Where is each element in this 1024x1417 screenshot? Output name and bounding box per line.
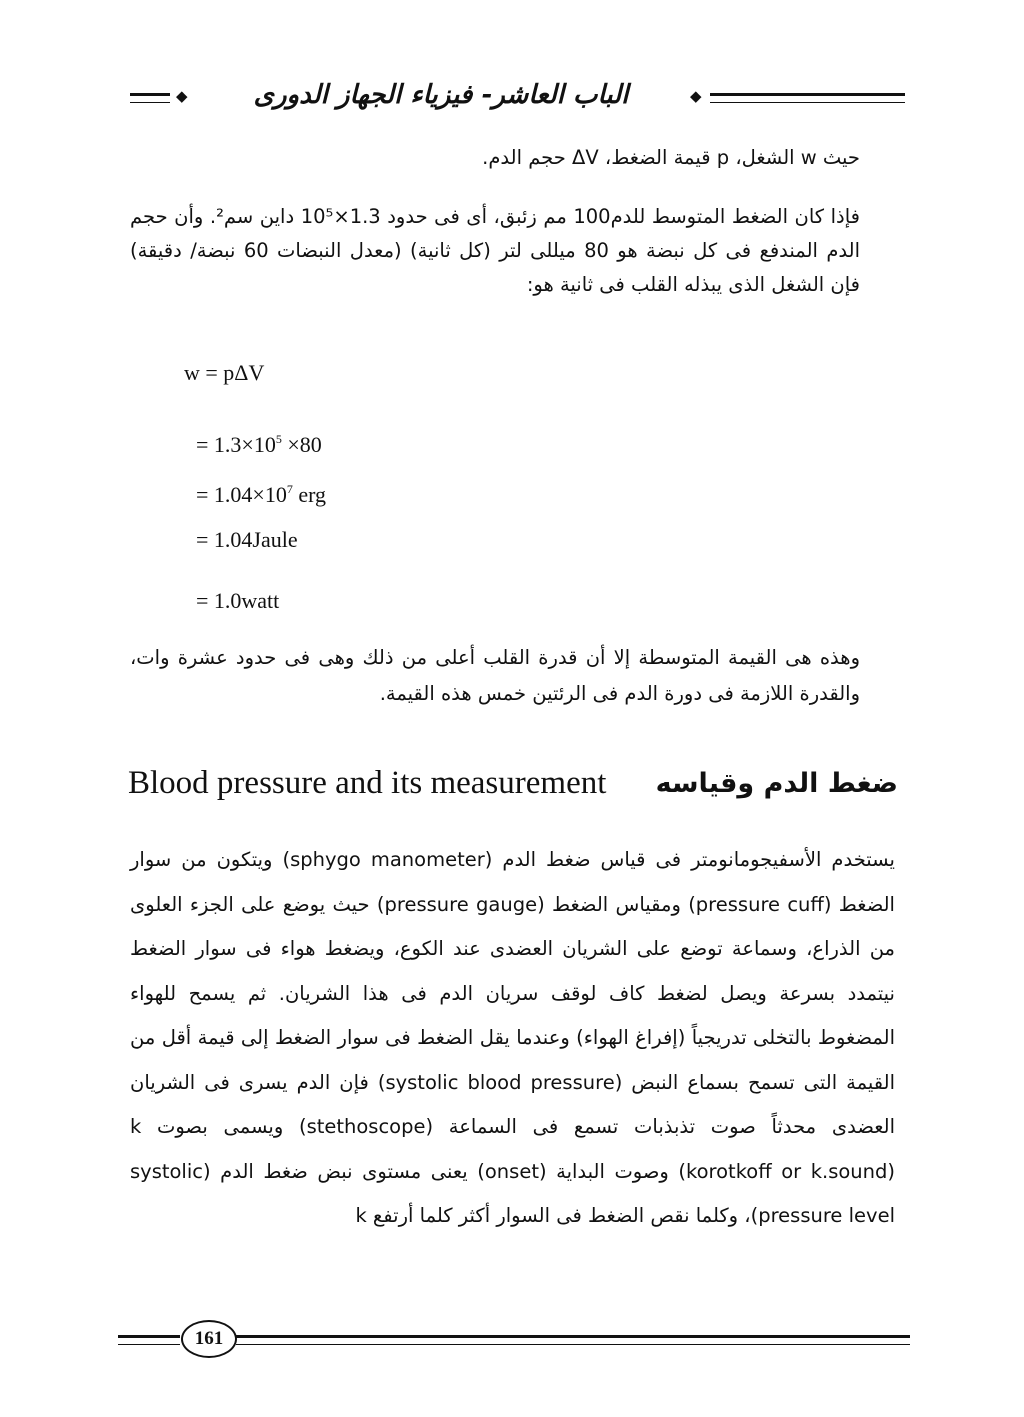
section-heading-english: Blood pressure and its measurement [128,765,607,801]
equation-work: w = pΔV [184,360,265,385]
section-heading [128,762,898,806]
equation-step-4: = 1.0watt [196,588,280,613]
page-number: 161 [181,1320,237,1358]
paragraph-definitions: حيث w الشغل، p قيمة الضغط، ΔV حجم الدم. [482,146,860,169]
diamond-ornament-icon: ◆ [690,87,702,105]
page-footer [118,1320,910,1360]
footer-rule-right [236,1335,910,1345]
header-rule-right [710,93,905,103]
equation-step-3: = 1.04Jaule [196,527,298,552]
paragraph-sphygmomanometer: يستخدم الأسفيجومانومتر فى قياس ضغط الدم (sphygo manometer) ويتكون من سوار الضغط (pressure cuff) ومقياس الضغط (pressure gauge) حيث يوضع على الجزء العلوى من الذراع، وسماعة توضع على الشريان العضدى عند الكوع، ويضغط هواء فى سوار الضغط نيتمدد بسرعة ويصل لضغط كاف لوقف سريان الدم فى هذا الشريان. ثم يسمح للهواء المضغوط بالتخلى تدريجياً (إفراغ الهواء) وعندما يقل الضغط فى سوار الضغط إلى قيمة أقل من القيمة التى تسمح بسماع النبض (systolic blood pressure) فإن الدم يسرى فى الشريان العضدى محدثاً صوت تذبذبات تسمع فى السماعة (stethoscope) ويسمى بصوت k (korotkoff or k.sound) وصوت البداية (onset) يعنى مستوى نبض ضغط الدم (systolic pressure level)، وكلما نقص الضغط فى السوار أكثر كلما أرتفع k [130,848,895,1227]
footer-rule-left [118,1335,180,1345]
page-header [130,74,905,120]
equation-step-1: = $1.3\times 10^5 \times 80$ [196,432,322,457]
header-rule-left [130,93,170,103]
chapter-title: الباب العاشر- فيزياء الجهاز الدورى [253,80,629,110]
paragraph-pressure-example: فإذا كان الضغط المتوسط للدم100 مم زئبق، أى فى حدود 1.3×10⁵ داين سم². وأن حجم الدم المندفع فى كل نبضة هو 80 ميللى لتر (كل ثانية) (معدل النبضات 60 نبضة/ دقيقة) فإن الشغل الذى يبذله القلب فى ثانية هو: [130,205,861,296]
paragraph-heart-power: وهذه هى القيمة المتوسطة إلا أن قدرة القلب أعلى من ذلك وهى فى حدود عشرة وات، والقدرة اللازمة فى دورة الدم فى الرئتين خمس هذه القيمة. [130,646,860,705]
diamond-ornament-icon: ◆ [176,87,188,105]
section-heading-arabic: ضغط الدم وقياسه [655,768,898,799]
equation-step-2: = $1.04\times 10^7$ erg [196,482,327,507]
